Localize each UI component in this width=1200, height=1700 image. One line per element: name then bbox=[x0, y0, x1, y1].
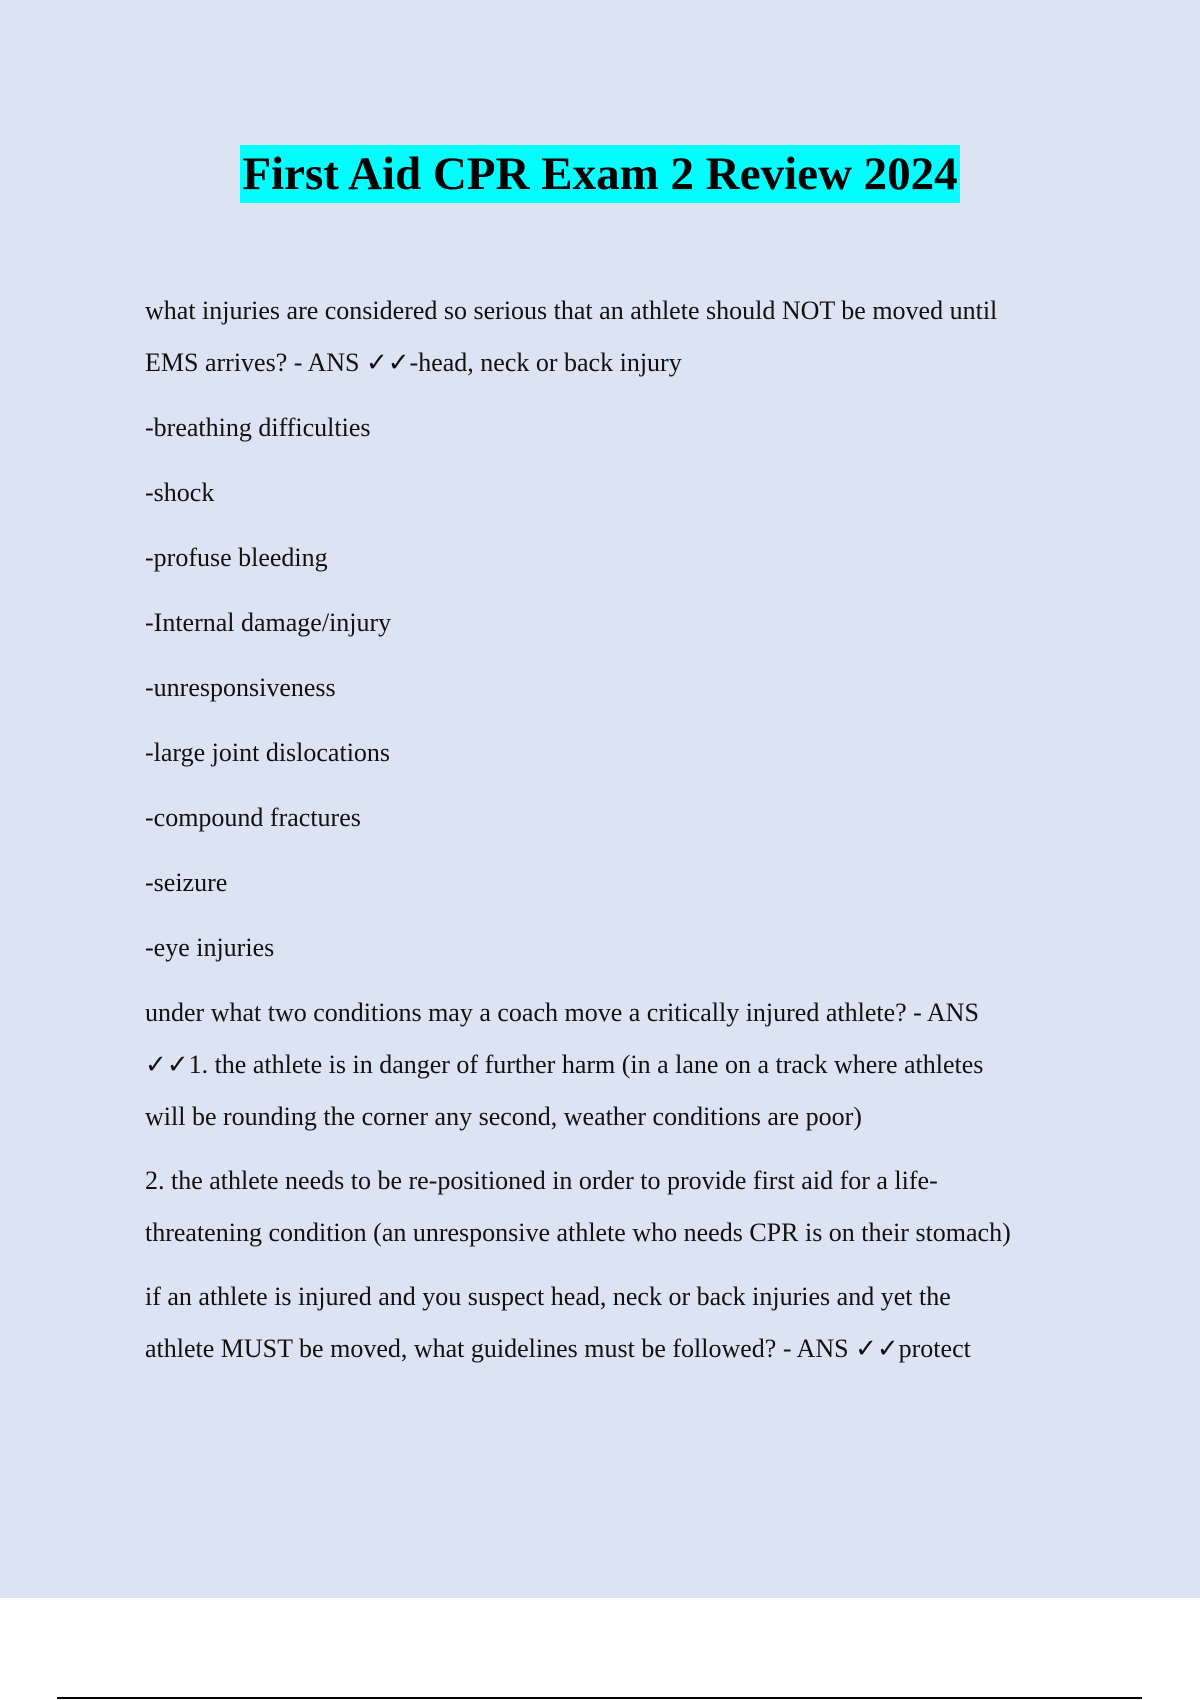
answer-list-item-eye: -eye injuries bbox=[145, 933, 275, 962]
question-3-line-2: athlete MUST be moved, what guidelines must be followed? - ANS ✓✓protect bbox=[145, 1334, 971, 1363]
answer-list-item-bleeding: -profuse bleeding bbox=[145, 543, 328, 572]
question-1-line-2: EMS arrives? - ANS ✓✓-head, neck or back injury bbox=[145, 348, 682, 377]
document-body bbox=[145, 285, 1105, 1375]
question-2-line-1: under what two conditions may a coach move a critically injured athlete? - ANS bbox=[145, 998, 979, 1027]
question-2-line-3: will be rounding the corner any second, weather conditions are poor) bbox=[145, 1102, 862, 1131]
answer-2b-line-1: 2. the athlete needs to be re-positioned in order to provide first aid for a life- bbox=[145, 1166, 938, 1195]
answer-list-item-shock: -shock bbox=[145, 478, 215, 507]
answer-list-item-breathing: -breathing difficulties bbox=[145, 413, 371, 442]
answer-list-item-seizure: -seizure bbox=[145, 868, 228, 897]
answer-list-item-dislocations: -large joint dislocations bbox=[145, 738, 391, 767]
document-title: First Aid CPR Exam 2 Review 2024 bbox=[240, 145, 959, 203]
answer-list-item-fractures: -compound fractures bbox=[145, 803, 361, 832]
answer-list-item-internal: -Internal damage/injury bbox=[145, 608, 392, 637]
title-container bbox=[0, 145, 1200, 203]
footer-divider bbox=[57, 1697, 1142, 1699]
answer-2b-line-2: threatening condition (an unresponsive athlete who needs CPR is on their stomach) bbox=[145, 1218, 1011, 1247]
question-3-line-1: if an athlete is injured and you suspect head, neck or back injuries and yet the bbox=[145, 1282, 951, 1311]
question-2-line-2: ✓✓1. the athlete is in danger of further harm (in a lane on a track where athletes bbox=[145, 1050, 984, 1079]
question-1-line-1: what injuries are considered so serious that an athlete should NOT be moved until bbox=[145, 296, 998, 325]
answer-list-item-unresponsive: -unresponsiveness bbox=[145, 673, 336, 702]
